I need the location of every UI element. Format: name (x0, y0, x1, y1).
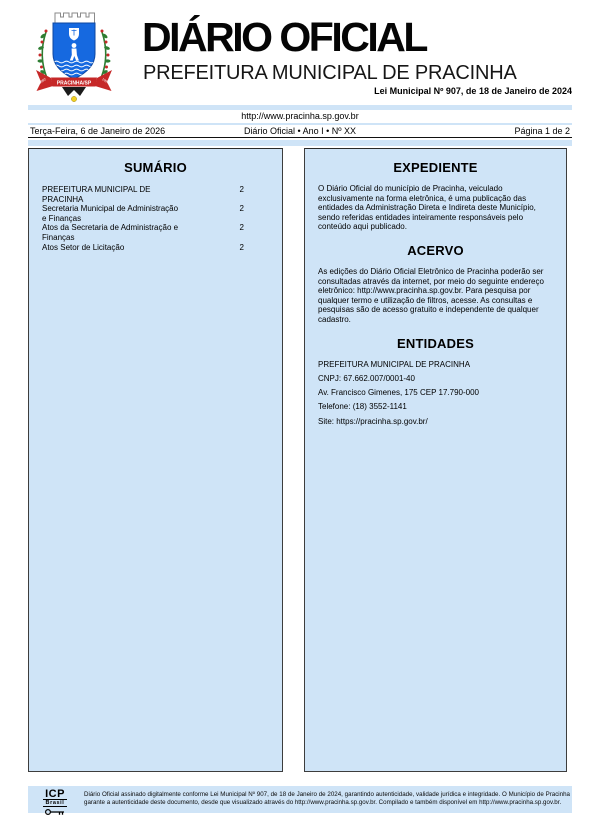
table-of-contents (42, 185, 282, 252)
toc-entry-page: 2 (239, 204, 244, 214)
entity-site[interactable]: Site: https://pracinha.sp.gov.br/ (318, 416, 428, 426)
toc-entry-page: 2 (239, 242, 244, 252)
crown-icon (55, 13, 95, 23)
toc-entry-label: Secretaria Municipal de Administração e Finanças (42, 204, 179, 223)
toc-entry-label: Atos da Secretaria de Administração e Finanças (42, 223, 179, 242)
summary-box (28, 148, 283, 772)
divider-strip-thin (28, 123, 572, 125)
gazette-title: DIÁRIO OFICIAL (142, 14, 426, 60)
gazette-subtitle: PREFEITURA MUNICIPAL DE PRACINHA (143, 62, 517, 84)
acervo-text: As edições do Diário Oficial Eletrônico de Pracinha poderão ser consultadas através da internet, por meio do seguinte endereço eletrônico: http://www.pracinha.sp.gov.br. Para pesquisa por qualquer termo e utilização de filtros, acesse. As consultas e pesquisas são de acesso gratuito e independente de qualquer cadastro. (318, 266, 544, 324)
expediente-title: EXPEDIENTE (393, 160, 478, 175)
toc-entry-label: PREFEITURA MUNICIPAL DE PRACINHA (42, 185, 151, 204)
toc-entry-page: 2 (239, 223, 244, 233)
issue-date: Terça-Feira, 6 de Janeiro de 2026 (30, 126, 166, 136)
toc-entry (42, 185, 274, 204)
key-icon (44, 808, 66, 816)
ribbon-text: PRACINHA/SP (56, 80, 92, 87)
entity-address: Av. Francisco Gimenes, 175 CEP 17.790-000 (318, 388, 479, 398)
entity-cnpj: CNPJ: 67.662.007/0001-40 (318, 373, 415, 383)
ribbon-year-right: 1997 (101, 77, 110, 85)
icp-brasil-logo (38, 789, 72, 816)
toc-entry-label: Atos Setor de Licitação (42, 242, 125, 252)
page-indicator: Página 1 de 2 (514, 126, 571, 136)
acervo-title: ACERVO (407, 242, 464, 258)
toc-entry (42, 223, 274, 242)
header-rule (28, 137, 572, 138)
summary-title: SUMÁRIO (124, 160, 187, 175)
toc-entry (42, 204, 274, 223)
toc-entry-page: 2 (239, 185, 244, 194)
digital-signature-text: Diário Oficial assinado digitalmente conforme Lei Municipal Nº 907, de 18 de Janeiro de 2024, garantindo autenticidade, validade jurídica e integridade. O Município de Pracinha garante a autenticidade deste documento, desde que visualizado através do http://www.pracinha.sp.gov.br. Compilado e também disponível em http://www.pracinha.sp.gov.br. (84, 791, 570, 806)
ribbon-year-left: 1992 (38, 77, 47, 85)
divider-strip-bottom (28, 140, 572, 146)
edition-info: Diário Oficial • Ano I • Nº XX (243, 126, 357, 136)
expediente-text: O Diário Oficial do município de Pracinha, veiculado exclusivamente na forma eletrônica, é uma publicação das entidades da Administração Direta e Indireta deste Município, sendo referidas entidades inteiramente responsáveis pelo conteúdo aqui publicado. (318, 184, 536, 232)
signature-footer (28, 786, 572, 813)
website-url[interactable]: http://www.pracinha.sp.gov.br (241, 111, 359, 121)
entity-phone: Telefone: (18) 3552-1141 (318, 402, 407, 412)
masthead-info-box (304, 148, 567, 772)
icp-logo-subtext: Brasil (43, 799, 67, 807)
issue-info-row (28, 126, 572, 137)
entity-details (318, 361, 553, 427)
law-reference: Lei Municipal Nº 907, de 18 de Janeiro de 2024 (374, 86, 572, 96)
coat-of-arms-logo (26, 6, 122, 108)
toc-entry (42, 243, 274, 253)
entidades-title: ENTIDADES (397, 335, 474, 351)
entity-name: PREFEITURA MUNICIPAL DE PRACINHA (318, 359, 471, 369)
icp-logo-text: ICP (45, 788, 65, 800)
